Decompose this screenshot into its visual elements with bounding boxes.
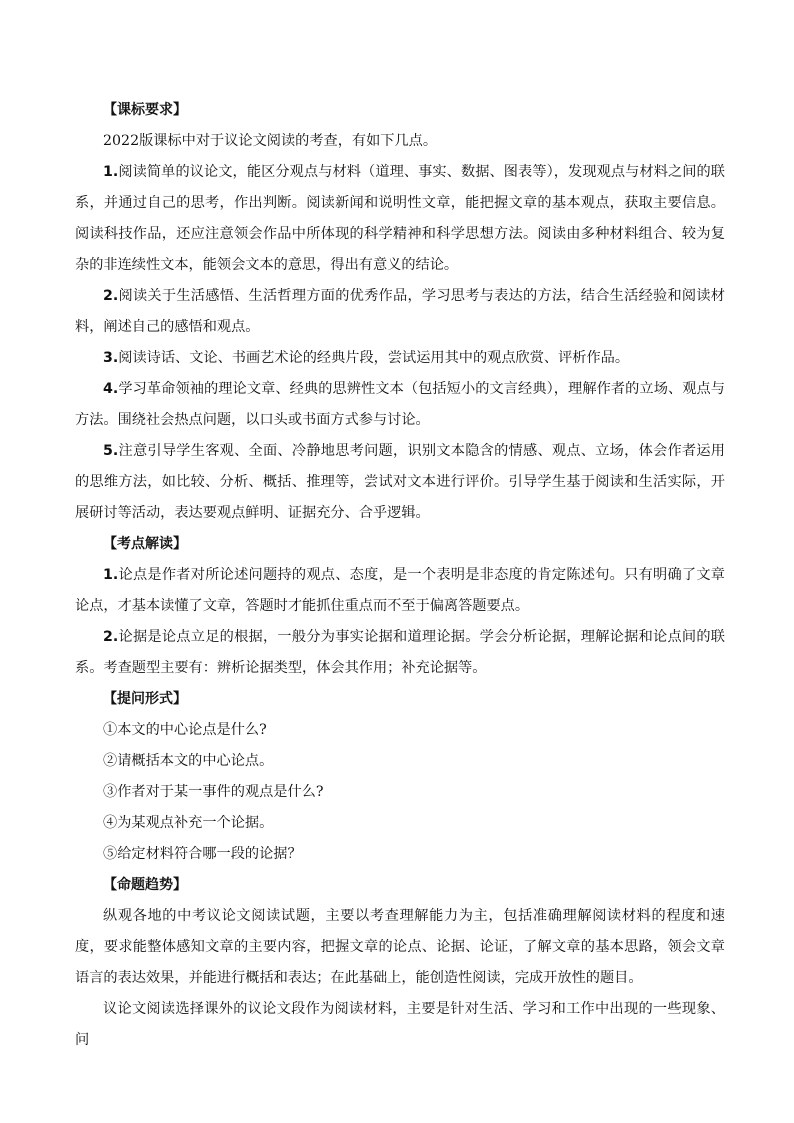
item-number: 5. xyxy=(103,443,119,459)
question-form-5: ⑤给定材料符合哪一段的论据？ xyxy=(103,846,302,862)
kaodian-item-2 xyxy=(75,622,725,684)
kebiao-item-3 xyxy=(75,343,725,374)
mingti-para-2: 议论文阅读选择课外的议论文段作为阅读材料，主要是针对生活、学习和工作中出现的一些现象、问 xyxy=(75,1001,725,1048)
item-number: 3. xyxy=(103,350,119,366)
kebiao-intro: 2022版课标中对于议论文阅读的考查，有如下几点。 xyxy=(103,133,438,149)
section-heading-kaodian: 【考点解读】 xyxy=(103,536,187,552)
kebiao-item-2 xyxy=(75,281,725,343)
item-number: 2. xyxy=(103,629,119,645)
item-text: 论点是作者对所论述问题持的观点、态度，是一个表明是非态度的肯定陈述句。只有明确了文章论点，才基本读懂了文章，答题时才能抓住重点而不至于偏离答题要点。 xyxy=(75,567,725,614)
item-number: 1. xyxy=(103,164,119,180)
section-heading-tiwen: 【提问形式】 xyxy=(103,691,187,707)
item-text: 阅读诗话、文论、书画艺术论的经典片段，尝试运用其中的观点欣赏、评析作品。 xyxy=(118,350,630,366)
item-text: 学习革命领袖的理论文章、经典的思辨性文本（包括短小的文言经典），理解作者的立场、观点与方法。围绕社会热点问题，以口头或书面方式参与讨论。 xyxy=(75,381,725,428)
kebiao-item-1 xyxy=(75,157,725,281)
item-number: 2. xyxy=(103,288,119,304)
question-form-1: ①本文的中心论点是什么? xyxy=(103,722,267,738)
item-number: 4. xyxy=(103,381,119,397)
kebiao-item-5 xyxy=(75,436,725,529)
item-text: 阅读简单的议论文，能区分观点与材料（道理、事实、数据、图表等），发现观点与材料之间的联系，并通过自己的思考，作出判断。阅读新闻和说明性文章，能把握文章的基本观点，获取主要信息。阅读科技作品，还应注意领会作品中所体现的科学精神和科学思想方法。阅读由多种材料组合、较为复杂的非连续性文本，能领会文本的意思，得出有意义的结论。 xyxy=(75,164,725,273)
item-text: 论据是论点立足的根据，一般分为事实论据和道理论据。学会分析论据，理解论据和论点间的联系。考查题型主要有：辨析论据类型，体会其作用；补充论据等。 xyxy=(75,629,725,676)
section-heading-kebiao: 【课标要求】 xyxy=(103,102,187,118)
kebiao-item-4 xyxy=(75,374,725,436)
question-form-3: ③作者对于某一事件的观点是什么? xyxy=(103,784,324,800)
question-form-4: ④为某观点补充一个论据。 xyxy=(103,815,274,831)
mingti-para-1: 纵观各地的中考议论文阅读试题，主要以考查理解能力为主，包括准确理解阅读材料的程度和速度，要求能整体感知文章的主要内容，把握文章的论点、论据、论证，了解文章的基本思路，领会文章语言的表达效果，并能进行概括和表达；在此基础上，能创造性阅读，完成开放性的题目。 xyxy=(75,908,725,986)
kaodian-item-1 xyxy=(75,560,725,622)
question-form-2: ②请概括本文的中心论点。 xyxy=(103,753,274,769)
document-page xyxy=(75,95,725,1056)
item-number: 1. xyxy=(103,567,119,583)
item-text: 注意引导学生客观、全面、冷静地思考问题，识别文本隐含的情感、观点、立场，体会作者运用的思维方法，如比较、分析、概括、推理等，尝试对文本进行评价。引导学生基于阅读和生活实际，开展研讨等活动，表达要观点鲜明、证据充分、合乎逻辑。 xyxy=(75,443,725,521)
section-heading-mingti: 【命题趋势】 xyxy=(103,877,187,893)
item-text: 阅读关于生活感悟、生活哲理方面的优秀作品，学习思考与表达的方法，结合生活经验和阅读材料，阐述自己的感悟和观点。 xyxy=(75,288,725,335)
